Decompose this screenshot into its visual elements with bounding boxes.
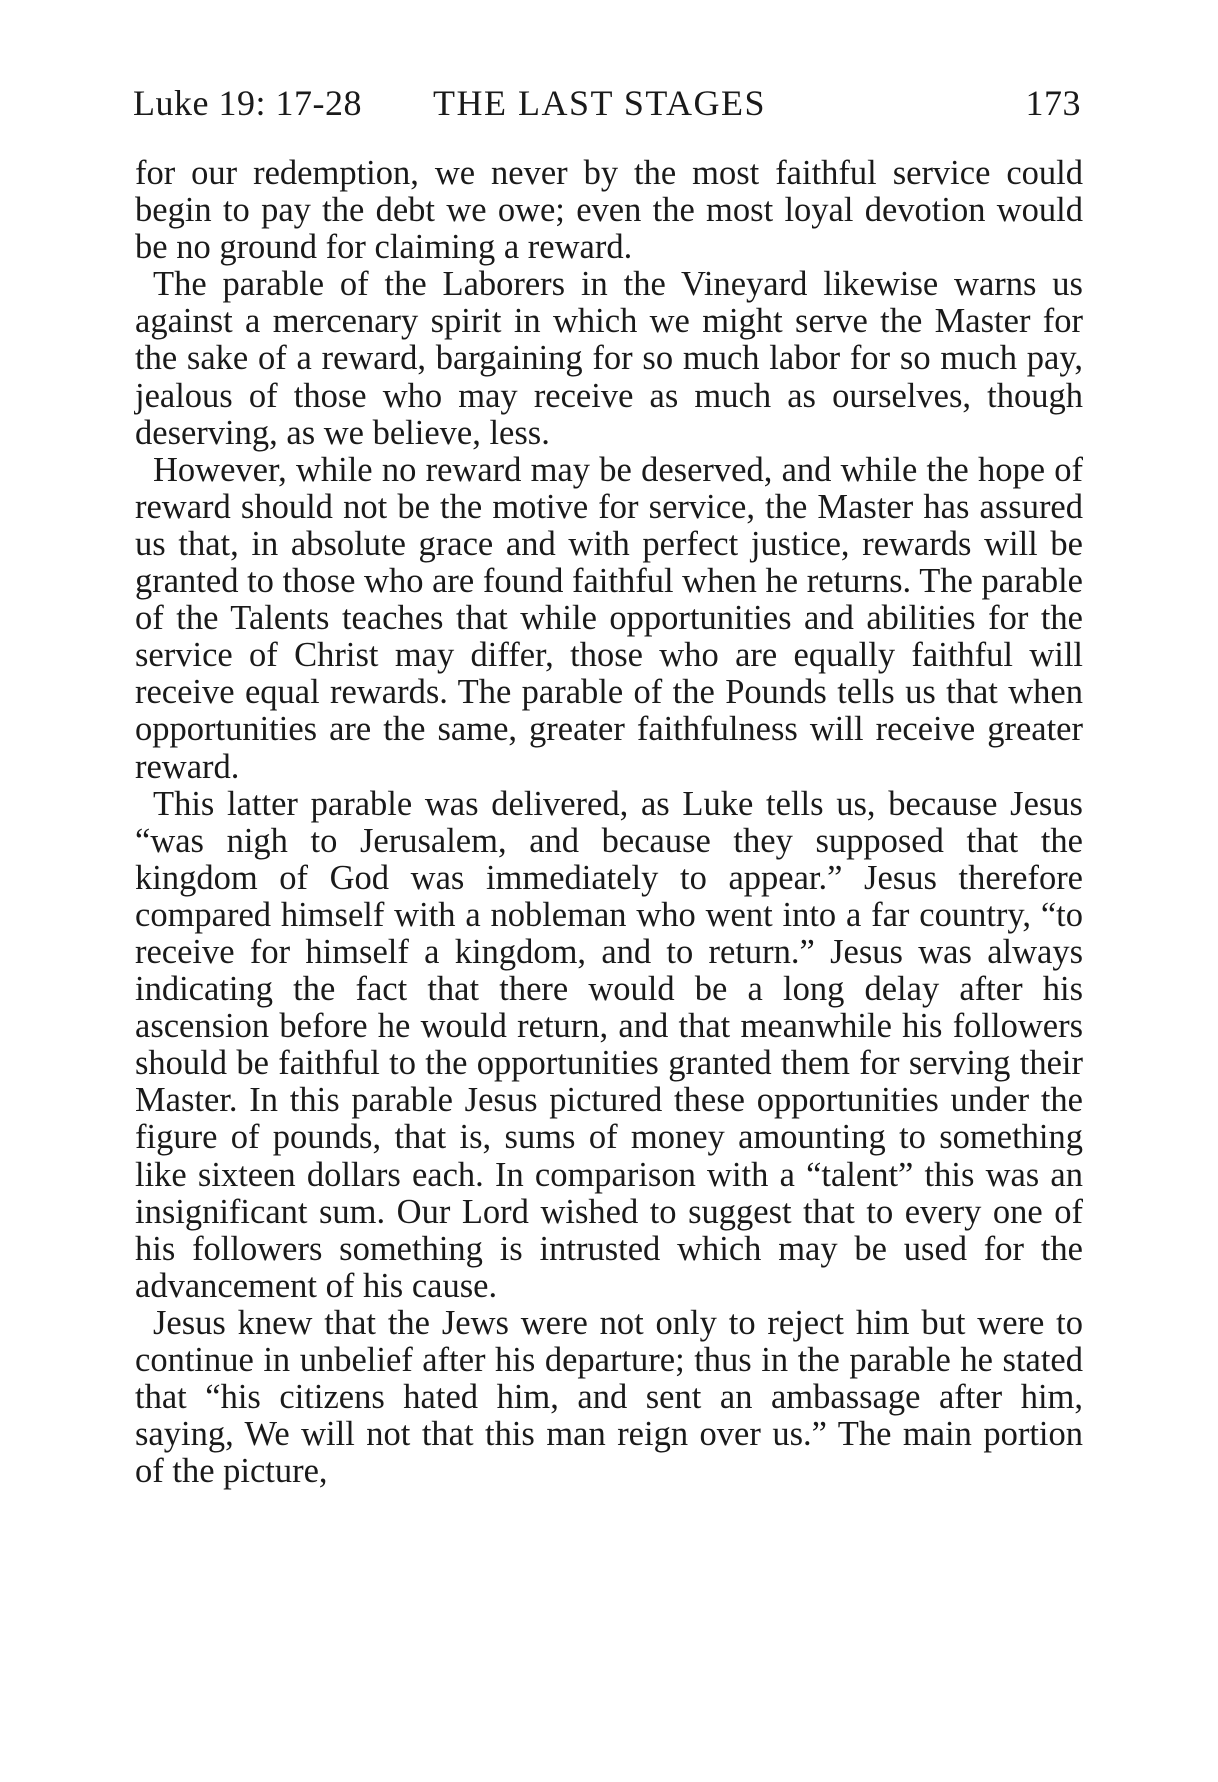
page-number: 173 xyxy=(1025,83,1081,123)
paragraph-5: Jesus knew that the Jews were not only to reject him but were to continue in unbelief after his departure; thus in the parable he stated that “his citizens hated him, and sent an ambassage after him, saying, We will not that this man reign over us.” The main portion of the picture, xyxy=(135,1303,1083,1491)
scripture-reference: Luke 19: 17-28 xyxy=(133,83,362,123)
chapter-title: THE LAST STAGES xyxy=(433,83,766,123)
body-text xyxy=(135,155,1083,1490)
paragraph-2: The parable of the Laborers in the Vineyard likewise warns us against a mercenary spirit in which we might serve the Master for the sake of a reward, bargaining for so much labor for so much pay, jealous of those who may receive as much as ourselves, though deserving, as we believe, less. xyxy=(135,265,1083,452)
paragraph-4: This latter parable was delivered, as Luke tells us, because Jesus “was nigh to Jerusalem, and because they supposed that the kingdom of God was immediately to appear.” Jesus therefore compared himself with a nobleman who went into a far country, “to receive for himself a kingdom, and to return.” Jesus was always indicating the fact that there would be a long delay after his ascension before he would return, and that meanwhile his followers should be faithful to the opportunities granted them for serving their Master. In this parable Jesus pictured these opportunities under the figure of pounds, that is, sums of money amounting to something like sixteen dollars each. In comparison with a “talent” this was an insignificant sum. Our Lord wished to suggest that to every one of his followers something is intrusted which may be used for the advancement of his cause. xyxy=(135,784,1083,1305)
paragraph-3: However, while no reward may be deserved, and while the hope of reward should not be the motive for service, the Master has assured us that, in absolute grace and with perfect justice, rewards will be granted to those who are found faithful when he returns. The parable of the Talents teaches that while opportunities and abilities for the service of Christ may differ, those who are equally faithful will receive equal rewards. The parable of the Pounds tells us that when opportunities are the same, greater faithfulness will receive greater reward. xyxy=(135,450,1083,786)
paragraph-1: for our redemption, we never by the most faithful service could begin to pay the debt we owe; even the most loyal devotion would be no ground for claiming a reward. xyxy=(135,154,1083,267)
running-head xyxy=(133,78,1081,128)
